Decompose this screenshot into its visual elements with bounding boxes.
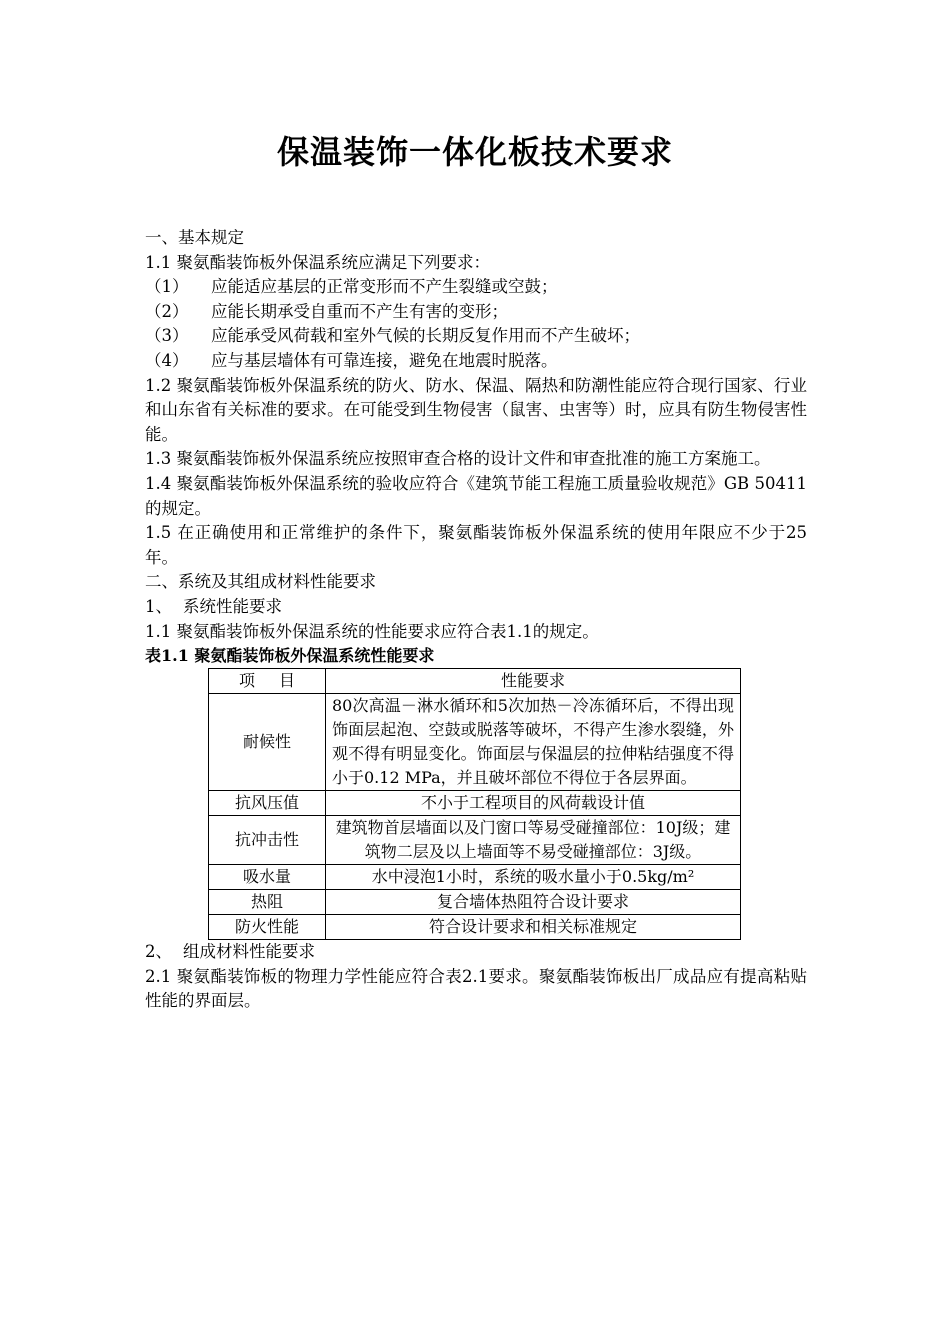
table-cell-item: 抗冲击性 [209,816,326,865]
section1-heading: 一、基本规定 [145,228,244,247]
list-item [145,300,807,325]
table-caption: 表1.1 聚氨酯装饰板外保温系统性能要求 [145,646,435,666]
header-item-char-1: 项 [238,671,255,691]
table-cell-item: 耐候性 [209,694,326,791]
subsection-2-label: 组成材料性能要求 [183,942,315,962]
table-cell-requirement: 符合设计要求和相关标准规定 [326,915,741,940]
list-item-number: （4） [145,350,189,370]
table-row [209,865,741,890]
paragraph-2-2: 2.1 聚氨酯装饰板的物理力学性能应符合表2.1要求。聚氨酯装饰板出厂成品应有提高粘贴性能的界面层。 [145,966,807,1011]
paragraph-1-1: 1.1 聚氨酯装饰板外保温系统应满足下列要求： [145,252,490,272]
list-item [145,349,807,374]
table-row [209,915,741,940]
section2-heading: 二、系统及其组成材料性能要求 [145,572,376,592]
list-item-number: （1） [145,277,189,297]
paragraph-1-5: 1.5 在正确使用和正常维护的条件下，聚氨酯装饰板外保温系统的使用年限应不少于25年。 [145,523,807,567]
table-cell-requirement: 建筑物首层墙面以及门窗口等易受碰撞部位：10J级；建筑物二层及以上墙面等不易受碰撞部位：3J级。 [326,816,741,865]
table-header-item [209,669,326,694]
table-header-row [209,669,741,694]
table-cell-item: 防火性能 [209,915,326,940]
table-cell-requirement: 不小于工程项目的风荷载设计值 [326,791,741,816]
paragraph-1-4: 1.4 聚氨酯装饰板外保温系统的验收应符合《建筑节能工程施工质量验收规范》GB 50411的规定。 [145,473,807,518]
table-row [209,816,741,865]
table-cell-item: 吸水量 [209,865,326,890]
paragraph-2-1: 1.1 聚氨酯装饰板外保温系统的性能要求应符合表1.1的规定。 [145,621,599,641]
list-item [145,275,807,300]
subsection-1-index: 1、 [145,596,172,616]
paragraph-1-2: 1.2 聚氨酯装饰板外保温系统的防火、防水、保温、隔热和防潮性能应符合现行国家、行业和山东省有关标准的要求。在可能受到生物侵害（鼠害、虫害等）时，应具有防生物侵害性能。 [145,375,807,444]
subsection-1-heading [145,595,807,620]
table-cell-requirement: 水中浸泡1小时，系统的吸水量小于0.5kg/m² [326,865,741,890]
list-item-text: 应能承受风荷载和室外气候的长期反复作用而不产生破坏； [211,326,640,346]
header-item-char-2: 目 [279,671,296,691]
table-row [209,791,741,816]
table-header-requirement: 性能要求 [326,669,741,694]
list-item-number: （2） [145,301,189,321]
document-title: 保温装饰一体化板技术要求 [276,133,673,171]
table-row [209,694,741,791]
table-cell-item: 热阻 [209,890,326,915]
list-item-text: 应能适应基层的正常变形而不产生裂缝或空鼓； [211,277,558,297]
subsection-1-label: 系统性能要求 [183,596,282,616]
table-row [209,890,741,915]
table-cell-item: 抗风压值 [209,791,326,816]
table-cell-requirement: 复合墙体热阻符合设计要求 [326,890,741,915]
list-item-number: （3） [145,326,189,346]
list-item [145,324,807,349]
list-item-text: 应能长期承受自重而不产生有害的变形； [211,301,508,321]
document-body [145,226,807,1014]
subsection-2-index: 2、 [145,942,172,962]
performance-table [208,668,741,940]
paragraph-1-3: 1.3 聚氨酯装饰板外保温系统应按照审查合格的设计文件和审查批准的施工方案施工。 [145,449,771,469]
subsection-2-heading [145,940,807,965]
list-item-text: 应与基层墙体有可靠连接，避免在地震时脱落。 [211,350,558,370]
table-cell-requirement: 80次高温－淋水循环和5次加热－冷冻循环后，不得出现饰面层起泡、空鼓或脱落等破坏，不得产生渗水裂缝，外观不得有明显变化。饰面层与保温层的拉伸粘结强度不得小于0.12 MPa，并且破坏部位不得位于各层界面。 [326,694,741,791]
